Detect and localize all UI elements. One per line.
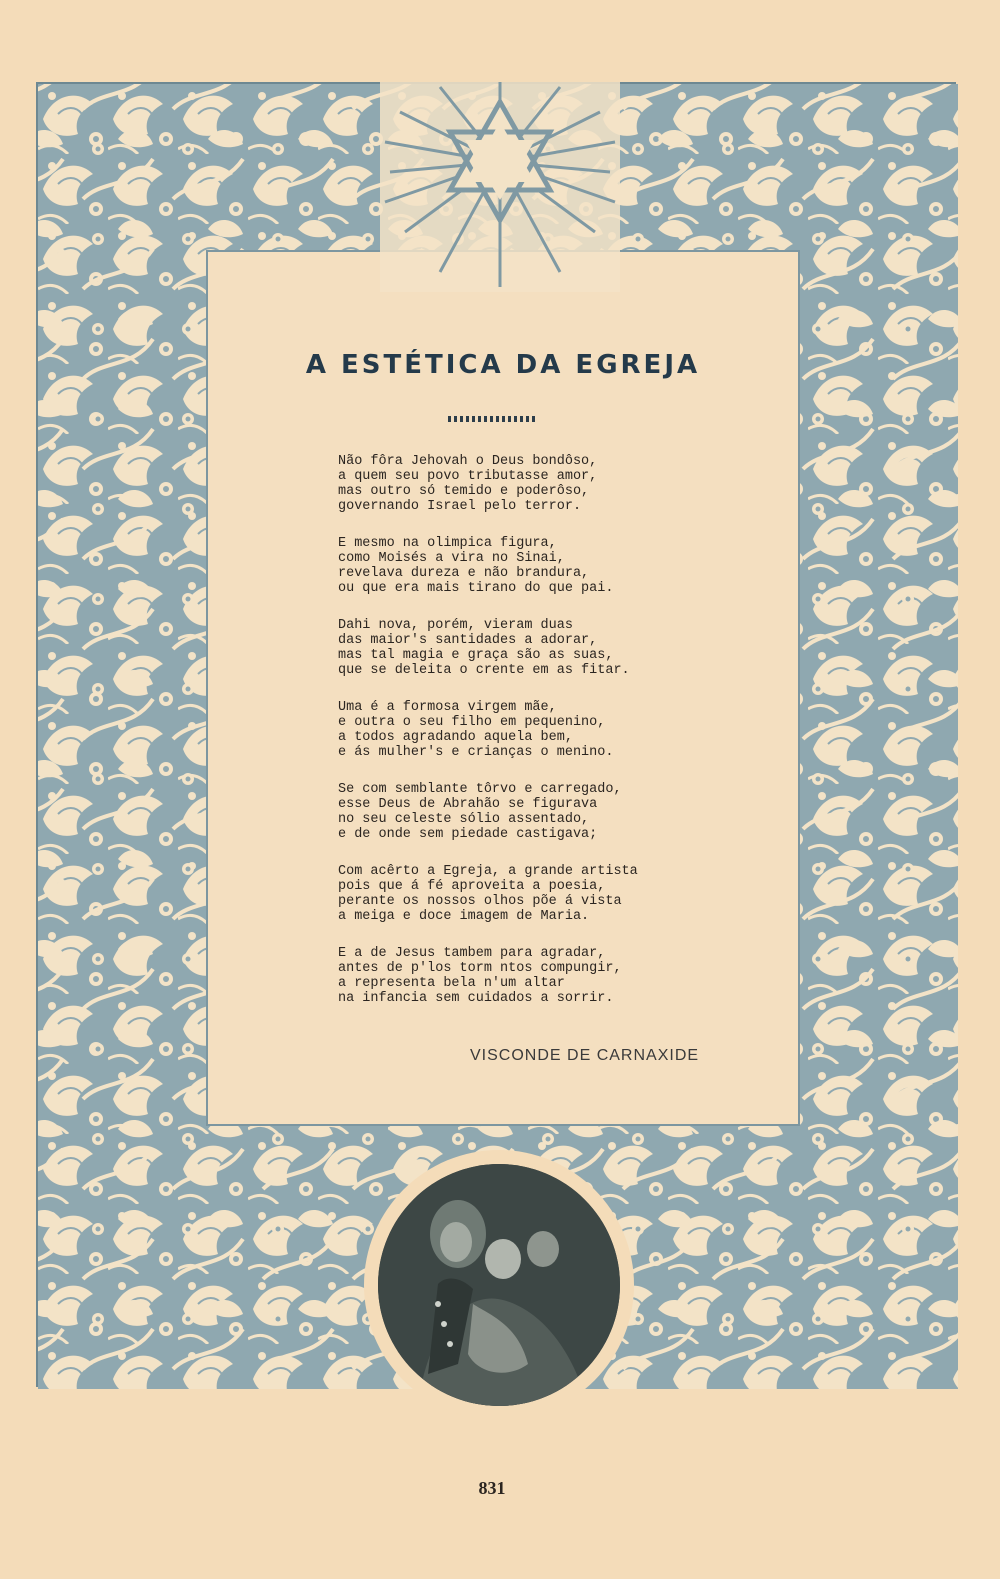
poem-author: VISCONDE DE CARNAXIDE <box>470 1047 700 1064</box>
poem-line: Com acêrto a Egreja, a grande artista <box>338 864 638 879</box>
poem-line: esse Deus de Abrahão se figurava <box>338 797 598 812</box>
poem-line: no seu celeste sólio assentado, <box>338 812 590 827</box>
poem-line: a quem seu povo tributasse amor, <box>338 469 598 484</box>
poem-body <box>338 454 658 1028</box>
poem-line: E a de Jesus tambem para agradar, <box>338 946 606 961</box>
poem-line: na infancia sem cuidados a sorrir. <box>338 991 614 1006</box>
poem-line: governando Israel pelo terror. <box>338 499 582 514</box>
stanza <box>338 864 658 924</box>
madonna-and-child-medallion <box>378 1164 620 1406</box>
poem-line: e de onde sem piedade castigava; <box>338 827 598 842</box>
poem-line: e ás mulher's e crianças o menino. <box>338 745 614 760</box>
poem-line: perante os nossos olhos põe á vista <box>338 894 622 909</box>
poem-line: antes de p'los torm ntos compungir, <box>338 961 622 976</box>
poem-line: a todos agradando aquela bem, <box>338 730 573 745</box>
poem-line: revelava dureza e não brandura, <box>338 566 590 581</box>
poem-line: Dahi nova, porém, vieram duas <box>338 618 573 633</box>
poem-line: pois que á fé aproveita a poesia, <box>338 879 606 894</box>
poem-line: Uma é a formosa virgem mãe, <box>338 700 557 715</box>
poem-line: Não fôra Jehovah o Deus bondôso, <box>338 454 598 469</box>
poem-line: que se deleita o crente em as fitar. <box>338 663 630 678</box>
poem-line: a representa bela n'um altar <box>338 976 565 991</box>
stanza <box>338 454 658 514</box>
stanza <box>338 618 658 678</box>
stanza <box>338 782 658 842</box>
poem-line: E mesmo na olimpica figura, <box>338 536 557 551</box>
poem-line: a meiga e doce imagem de Maria. <box>338 909 590 924</box>
stanza <box>338 536 658 596</box>
title-divider <box>448 416 538 422</box>
poem-line: como Moisés a vira no Sinai, <box>338 551 565 566</box>
poem-title: A ESTÉTICA DA EGREJA <box>305 350 701 380</box>
poem-line: mas tal magia e graça são as suas, <box>338 648 614 663</box>
poem-line: Se com semblante tôrvo e carregado, <box>338 782 622 797</box>
stanza <box>338 700 658 760</box>
page-number: 831 <box>478 1478 506 1498</box>
poem-line: das maior's santidades a adorar, <box>338 633 598 648</box>
star-of-david-icon <box>380 82 620 292</box>
poem-line: e outra o seu filho em pequenino, <box>338 715 606 730</box>
poem-line: ou que era mais tirano do que pai. <box>338 581 614 596</box>
poem-line: mas outro só temido e poderôso, <box>338 484 590 499</box>
stanza <box>338 946 658 1006</box>
